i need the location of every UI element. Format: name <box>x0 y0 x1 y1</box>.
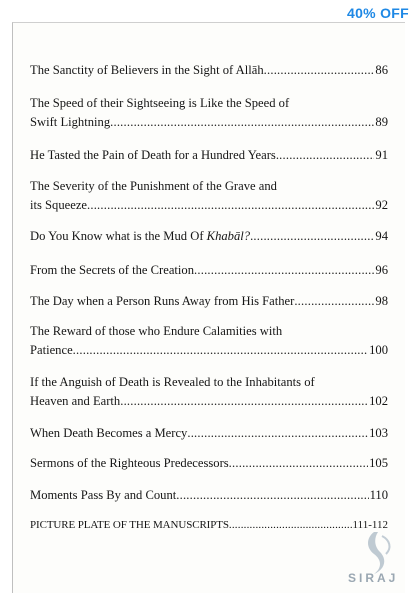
toc-entry <box>30 322 388 360</box>
toc-entry <box>30 61 388 80</box>
page-number: 103 <box>369 426 388 440</box>
entry-title-italic: Khabāl? <box>206 229 251 243</box>
dot-leader <box>187 424 368 443</box>
toc-entry <box>30 454 388 473</box>
toc-entry <box>30 424 388 443</box>
entry-title-line2: Patience <box>30 343 73 357</box>
toc-entry <box>30 227 388 246</box>
entry-title: From the Secrets of the Creation <box>30 263 195 277</box>
entry-title-line2: its Squeeze <box>30 198 88 212</box>
toc-entry <box>30 373 388 411</box>
entry-title: Sermons of the Righteous Predecessors <box>30 456 229 470</box>
dot-leader <box>294 292 374 311</box>
toc-entry <box>30 94 388 132</box>
entry-title: PICTURE PLATE OF THE MANUSCRIPTS <box>30 519 229 531</box>
toc-entry <box>30 292 388 311</box>
page-number: 98 <box>375 294 388 308</box>
entry-title-line2: Heaven and Earth <box>30 394 121 408</box>
table-of-contents-page <box>12 22 405 593</box>
page-number: 100 <box>369 343 388 357</box>
logo-wordmark: SIRAJ <box>348 571 399 585</box>
page-number: 111-112 <box>352 519 388 531</box>
dot-leader <box>264 61 375 80</box>
dot-leader <box>73 341 368 360</box>
page-number: 96 <box>375 263 388 277</box>
page-number: 89 <box>375 115 388 129</box>
entry-title: The Day when a Person Runs Away from His Father <box>30 294 295 308</box>
page-number: 86 <box>375 63 388 77</box>
page-number: 91 <box>375 148 388 162</box>
dot-leader <box>229 454 368 473</box>
page-number: 110 <box>369 488 388 502</box>
toc-entry <box>30 177 388 215</box>
entry-title-line2: Swift Lightning <box>30 115 111 129</box>
toc-entry <box>30 146 388 165</box>
entry-title: When Death Becomes a Mercy <box>30 426 188 440</box>
entry-title: Moments Pass By and Count <box>30 488 177 502</box>
discount-badge: 40% OFF <box>346 5 409 21</box>
entry-title-line1: The Severity of the Punishment of the Grave and <box>30 179 277 193</box>
toc-entry <box>30 261 388 280</box>
dot-leader <box>120 392 368 411</box>
dot-leader <box>194 261 374 280</box>
entry-title-line1: The Speed of their Sightseeing is Like the Speed of <box>30 96 290 110</box>
toc-entry <box>30 516 388 535</box>
dot-leader <box>276 146 375 165</box>
page-number: 92 <box>375 198 388 212</box>
dot-leader <box>110 113 374 132</box>
entry-title-line1: The Reward of those who Endure Calamities with <box>30 324 283 338</box>
entry-title: The Sanctity of Believers in the Sight of Allāh <box>30 63 264 77</box>
page-number: 105 <box>369 456 388 470</box>
entry-title: Do You Know what is the Mud Of Khabāl? <box>30 229 251 243</box>
dot-leader <box>176 486 368 505</box>
entry-title-line1: If the Anguish of Death is Revealed to the Inhabitants of <box>30 375 315 389</box>
entry-title: He Tasted the Pain of Death for a Hundred Years <box>30 148 276 162</box>
dot-leader <box>250 227 374 246</box>
page-number: 94 <box>375 229 388 243</box>
toc-entry <box>30 486 388 505</box>
dot-leader <box>229 516 352 535</box>
dot-leader <box>87 196 374 215</box>
page-number: 102 <box>369 394 388 408</box>
